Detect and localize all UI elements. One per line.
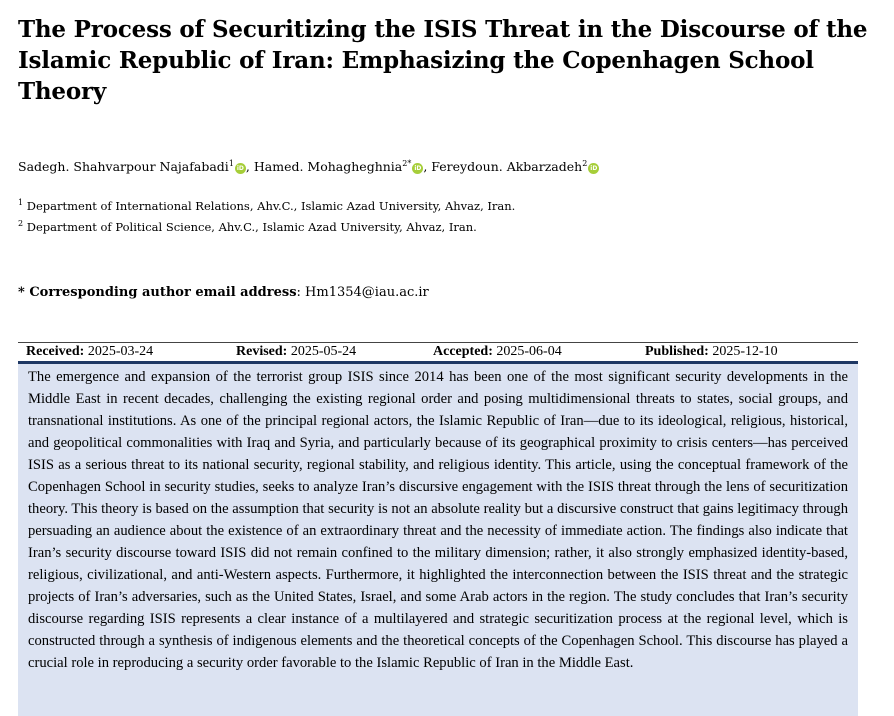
- date-published: [645, 343, 778, 361]
- author-name: Hamed. Mohagheghnia: [253, 159, 403, 175]
- date-accepted: [433, 343, 562, 361]
- affiliation-text: Department of Political Science, Ahv.C., Islamic Azad University, Ahvaz, Iran.: [23, 219, 477, 234]
- affiliation-text: Department of International Relations, Ahv.C., Islamic Azad University, Ahvaz, Iran.: [23, 198, 516, 213]
- corresponding-colon: :: [296, 285, 306, 300]
- date-label: Received:: [26, 344, 85, 359]
- author-2: [254, 159, 431, 174]
- author-1: [18, 159, 254, 174]
- date-value: 2025-12-10: [708, 344, 778, 359]
- corresponding-author: [18, 284, 429, 302]
- author-name: Sadegh. Shahvarpour Najafabadi: [18, 159, 229, 175]
- author-affiliation-mark: 1: [228, 159, 234, 168]
- author-affiliation-mark: 2*: [402, 159, 412, 168]
- date-value: 2025-05-24: [287, 344, 357, 359]
- affiliation-2: [18, 215, 515, 236]
- date-value: 2025-06-04: [492, 344, 562, 359]
- author-3: [431, 159, 599, 174]
- author-list: [18, 155, 599, 176]
- date-value: 2025-03-24: [84, 344, 154, 359]
- abstract-box: [18, 364, 858, 716]
- date-revised: [236, 343, 356, 361]
- affiliation-mark: 1: [18, 198, 24, 207]
- affiliation-mark: 2: [18, 218, 24, 228]
- publication-dates: [18, 342, 858, 361]
- date-label: Accepted:: [433, 344, 493, 359]
- orcid-icon[interactable]: iD: [236, 165, 244, 173]
- corresponding-label: * Corresponding author email address: [18, 285, 297, 300]
- orcid-icon[interactable]: iD: [414, 165, 422, 173]
- author-affiliation-mark: 2: [582, 159, 588, 168]
- abstract-text: The emergence and expansion of the terrorist group ISIS since 2014 has been one of the most significant security developments in the Middle East in recent decades, challenging the existing regional order and posing multidimensional threats to states, social groups, and transnational institutions. As one of the principal regional actors, the Islamic Republic of Iran—due to its ideological, religious, historical, and geopolitical commonalities with Iraq and Syria, and particularly because of its geographical proximity to crisis centers—has perceived ISIS as a serious threat to its national security, regional stability, and religious identity. This article, using the conceptual framework of the Copenhagen School in security studies, seeks to analyze Iran’s discursive engagement with the ISIS threat through the lens of securitization theory. This theory is based on the assumption that security is not an absolute reality but a discursive construct that gains legitimacy through persuading an audience about the existence of an extraordinary threat and the necessity of immediate action. The findings also indicate that Iran’s security discourse toward ISIS did not remain confined to the military dimension; rather, it also strongly emphasized identity-based, religious, civilizational, and anti-Western aspects. Furthermore, it highlighted the interconnection between the ISIS threat and the strategic projects of Iran’s adversaries, such as the United States, Israel, and some Arab actors in the region. The study concludes that Iran’s security discourse regarding ISIS represents a clear instance of a multilayered and strategic securitization process at the regional level, which is constructed through a synthesis of indigenous elements and the theoretical concepts of the Copenhagen School. This discourse has played a crucial role in reproducing a security order favorable to the Islamic Republic of Iran in the Middle East.: [28, 369, 848, 671]
- author-separator: ,: [423, 159, 432, 175]
- author-separator: ,: [245, 159, 254, 175]
- affiliation-list: [18, 194, 515, 236]
- date-label: Published:: [645, 344, 709, 359]
- orcid-icon[interactable]: iD: [590, 165, 598, 173]
- date-label: Revised:: [236, 344, 288, 359]
- affiliation-1: [18, 194, 515, 215]
- author-name: Fereydoun. Akbarzadeh: [431, 159, 583, 175]
- date-received: [26, 343, 153, 361]
- paper-title: The Process of Securitizing the ISIS Threat in the Discourse of the Islamic Republic of Iran: Emphasizing the Copenhagen School Theory: [18, 16, 868, 105]
- corresponding-email-link[interactable]: Hm1354@iau.ac.ir: [305, 285, 429, 300]
